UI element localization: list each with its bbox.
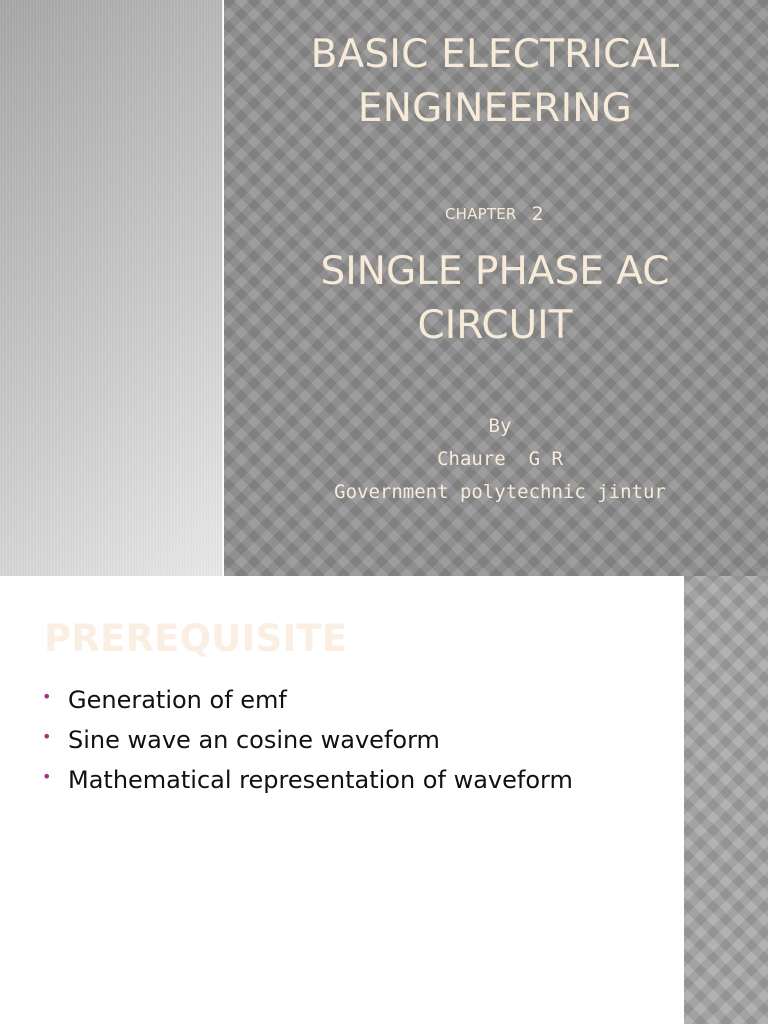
list-item-text: Generation of emf (68, 686, 287, 714)
list-item-text: Sine wave an cosine waveform (68, 726, 440, 754)
bullet-icon: • (42, 687, 52, 706)
list-item (42, 720, 672, 760)
prerequisite-list (42, 680, 672, 800)
list-item-text: Mathematical representation of waveform (68, 766, 573, 794)
author-name: Chaure G R (437, 448, 563, 470)
author-institution: Government polytechnic jintur (334, 481, 666, 503)
author-by-label: By (488, 415, 512, 437)
prerequisite-slide (0, 576, 768, 1024)
chapter-label: CHAPTER (445, 205, 517, 223)
bullet-icon: • (42, 767, 52, 786)
list-item (42, 760, 672, 800)
patterned-side-panel (684, 576, 768, 1024)
course-title: BASIC ELECTRICAL ENGINEERING (310, 32, 680, 131)
author-details (300, 410, 700, 509)
left-gradient-panel (0, 0, 223, 576)
chapter-title: SINGLE PHASE AC CIRCUIT (320, 249, 670, 348)
prerequisite-heading: PREREQUISITE (44, 617, 348, 660)
chapter-number: 2 (531, 203, 544, 225)
list-item (42, 680, 672, 720)
bullet-icon: • (42, 727, 52, 746)
chapter-heading (445, 202, 565, 226)
